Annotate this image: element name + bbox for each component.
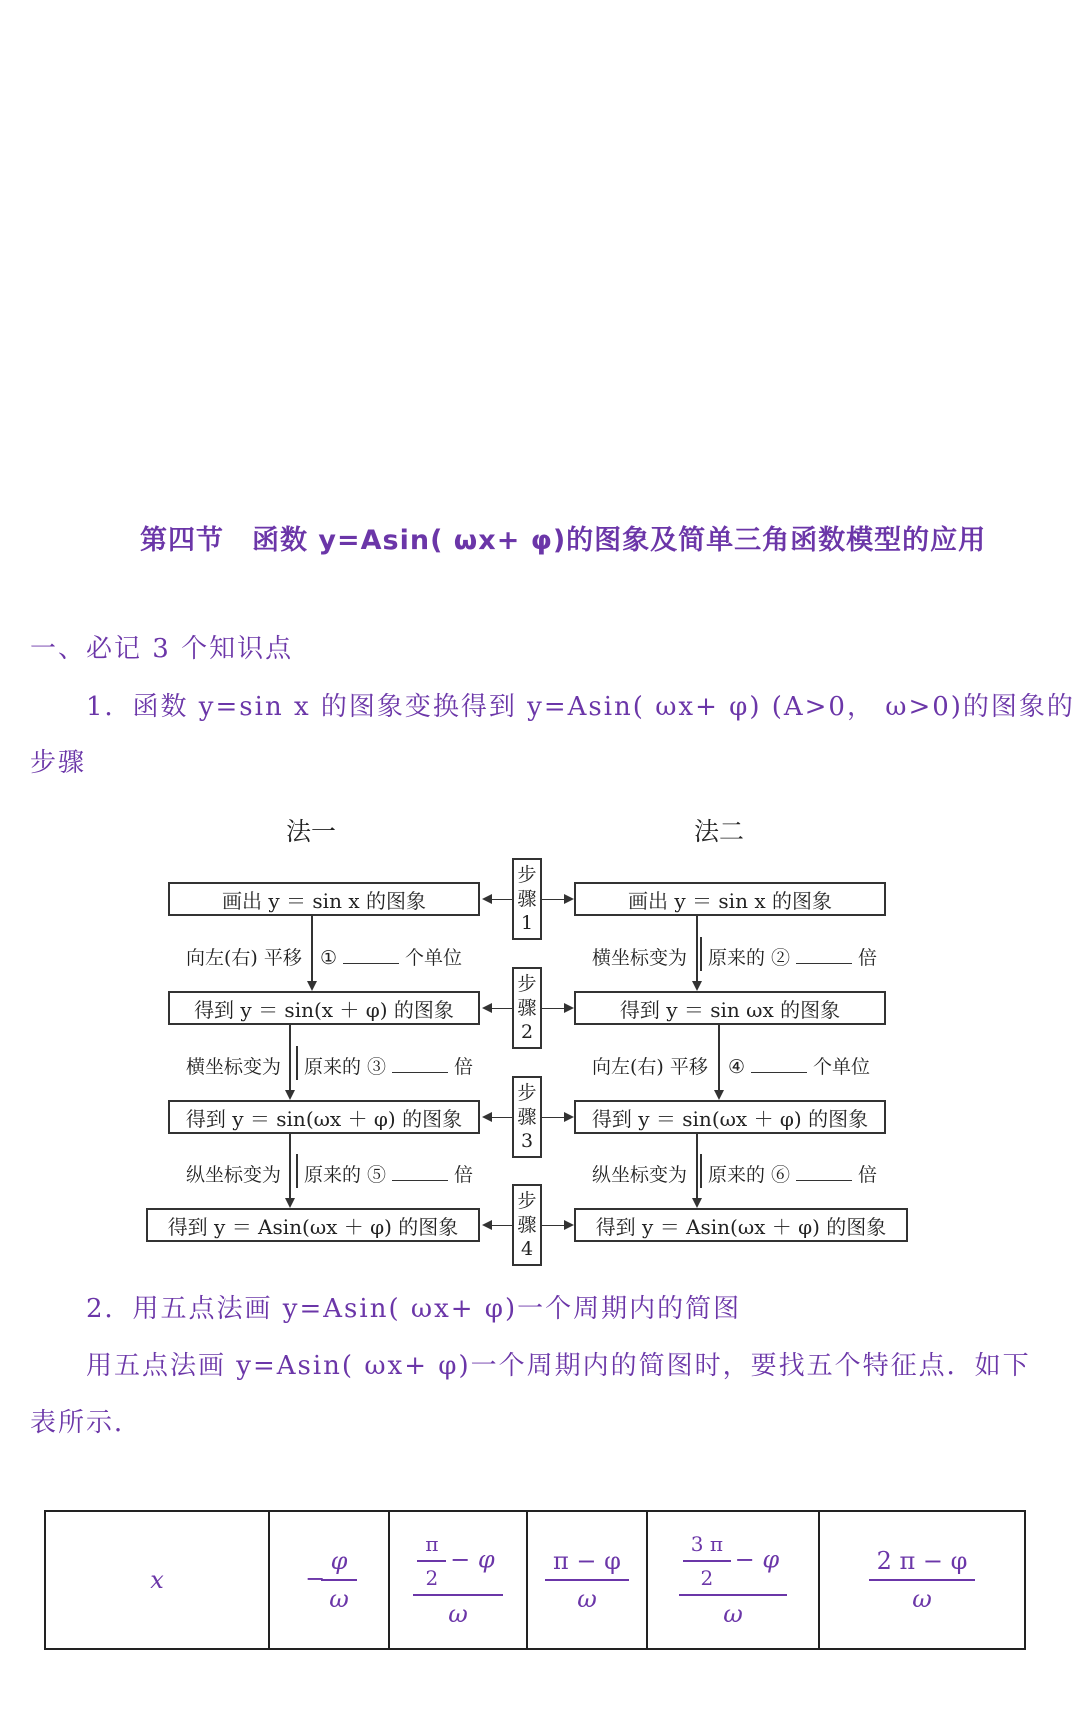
- method2-box-4: 得到 y ＝ Asin(ωx ＋ φ) 的图象: [574, 1208, 908, 1242]
- denominator: ω: [869, 1579, 976, 1613]
- minus-sign: −: [305, 1564, 326, 1593]
- blank-unit: 个单位: [405, 947, 463, 969]
- method1-box-1: 画出 y ＝ sin x 的图象: [168, 882, 480, 916]
- inner-fraction: [687, 1532, 727, 1590]
- step-char: 步: [517, 1082, 537, 1104]
- step-char: 步: [517, 973, 537, 995]
- method2-box-3: 得到 y ＝ sin(ωx ＋ φ) 的图象: [574, 1100, 886, 1134]
- flow-arrow-line: [311, 916, 313, 981]
- step-arrow-line: [542, 1008, 564, 1009]
- step-box-3: [512, 1076, 542, 1158]
- method1-transition-3-blank: [304, 1160, 473, 1187]
- blank-unit: 倍: [454, 1056, 474, 1078]
- table-cell: [527, 1511, 647, 1649]
- method1-box-4: 得到 y ＝ Asin(ωx ＋ φ) 的图象: [146, 1208, 480, 1242]
- flow-arrow-line: [289, 1025, 291, 1090]
- fraction: [417, 1532, 498, 1628]
- point1-text-cont: 步骤: [30, 748, 87, 778]
- method2-transition-1-label: 横坐标变为: [592, 947, 688, 969]
- point2-heading: 2．用五点法画 y=Asin( ωx+ φ)一个周期内的简图: [86, 1294, 742, 1324]
- method2-box-1: 画出 y ＝ sin x 的图象: [574, 882, 886, 916]
- method1-transition-2-label: 横坐标变为: [186, 1056, 282, 1078]
- method2-transition-3-blank: [708, 1160, 877, 1187]
- step-box-1: [512, 858, 542, 940]
- arrow-left-icon: [482, 1220, 492, 1230]
- flow-arrow-line: [696, 1134, 698, 1198]
- numerator-rest: − φ: [734, 1545, 780, 1574]
- fill-blank: [343, 963, 399, 964]
- table-cell: [819, 1511, 1025, 1649]
- method1-transition-1-label: 向左(右) 平移: [186, 947, 302, 969]
- method2-transition-3-label: 纵坐标变为: [592, 1164, 688, 1186]
- method2-label: 法二: [694, 817, 745, 846]
- step-number: 1: [520, 912, 534, 934]
- fill-blank: [392, 1072, 448, 1073]
- denominator: ω: [413, 1594, 502, 1628]
- arrow-left-icon: [482, 1003, 492, 1013]
- fraction: [873, 1547, 972, 1613]
- method2-transition-1-blank: [708, 943, 877, 970]
- blank-number: 原来的 ⑥: [708, 1164, 791, 1186]
- arrow-down-icon: [692, 981, 702, 991]
- method2-box-2: 得到 y ＝ sin ωx 的图象: [574, 991, 886, 1025]
- inner-denominator: 2: [417, 1560, 446, 1590]
- five-point-table: [44, 1510, 1026, 1650]
- table-cell: [269, 1511, 389, 1649]
- arrow-down-icon: [285, 1198, 295, 1208]
- numerator: [417, 1532, 498, 1594]
- fill-blank: [796, 1180, 852, 1181]
- fraction: [325, 1547, 353, 1613]
- method1-label: 法一: [286, 817, 337, 846]
- step-arrow-line: [490, 1008, 512, 1009]
- transition-divider: [296, 1046, 298, 1080]
- method1-transition-3-label: 纵坐标变为: [186, 1164, 282, 1186]
- numerator: 2 π − φ: [876, 1547, 968, 1575]
- method1-box-3: 得到 y ＝ sin(ωx ＋ φ) 的图象: [168, 1100, 480, 1134]
- section-heading: 一、必记 3 个知识点: [30, 634, 294, 664]
- inner-fraction: [421, 1532, 442, 1590]
- arrow-down-icon: [714, 1090, 724, 1100]
- step-number: 4: [520, 1238, 534, 1260]
- step-box-2: [512, 967, 542, 1049]
- method1-transition-2-blank: [304, 1052, 473, 1079]
- step-char: 骤: [517, 888, 537, 910]
- step-arrow-line: [490, 1117, 512, 1118]
- x-variable: x: [150, 1566, 164, 1594]
- flow-arrow-line: [718, 1025, 720, 1090]
- arrow-down-icon: [307, 981, 317, 991]
- numerator: π − φ: [553, 1547, 621, 1575]
- point2-text: 用五点法画 y=Asin( ωx+ φ)一个周期内的简图时，要找五个特征点．如下: [86, 1351, 1031, 1381]
- blank-unit: 倍: [454, 1164, 474, 1186]
- step-arrow-line: [542, 1117, 564, 1118]
- step-char: 骤: [517, 997, 537, 1019]
- arrow-right-icon: [564, 1220, 574, 1230]
- step-arrow-line: [542, 899, 564, 900]
- numerator-rest: − φ: [450, 1545, 495, 1574]
- arrow-down-icon: [692, 1198, 702, 1208]
- denominator: ω: [321, 1579, 357, 1613]
- step-box-4: [512, 1184, 542, 1266]
- transition-divider: [700, 1154, 702, 1188]
- arrow-right-icon: [564, 1003, 574, 1013]
- blank-number: ①: [320, 947, 338, 969]
- page-title: 第四节 函数 y=Asin( ωx+ φ)的图象及简单三角函数模型的应用: [140, 525, 987, 556]
- fill-blank: [751, 1072, 807, 1073]
- blank-number: ④: [728, 1056, 746, 1078]
- step-number: 2: [520, 1021, 534, 1043]
- step-arrow-line: [490, 1225, 512, 1226]
- table-cell: [389, 1511, 527, 1649]
- denominator: ω: [545, 1579, 629, 1613]
- transition-divider: [700, 937, 702, 971]
- point2-text-cont: 表所示．: [30, 1408, 143, 1438]
- step-char: 步: [517, 1190, 537, 1212]
- arrow-right-icon: [564, 1112, 574, 1122]
- blank-unit: 个单位: [813, 1056, 871, 1078]
- blank-unit: 倍: [858, 1164, 878, 1186]
- fraction: [549, 1547, 625, 1613]
- point1-text: 1．函数 y=sin x 的图象变换得到 y=Asin( ωx+ φ) (A>0， ω>0)的图象的: [86, 692, 1075, 722]
- blank-number: 原来的 ②: [708, 947, 791, 969]
- inner-numerator: π: [425, 1532, 439, 1556]
- inner-denominator: 2: [683, 1560, 731, 1590]
- blank-unit: 倍: [858, 947, 878, 969]
- fraction: [683, 1532, 783, 1628]
- step-arrow-line: [490, 899, 512, 900]
- flow-arrow-line: [696, 916, 698, 981]
- inner-numerator: 3 π: [690, 1532, 724, 1556]
- arrow-left-icon: [482, 894, 492, 904]
- blank-number: 原来的 ⑤: [304, 1164, 387, 1186]
- step-char: 骤: [517, 1214, 537, 1236]
- step-arrow-line: [542, 1225, 564, 1226]
- numerator: [683, 1532, 783, 1594]
- blank-number: 原来的 ③: [304, 1056, 387, 1078]
- table-row-label: [45, 1511, 269, 1649]
- flow-arrow-line: [289, 1134, 291, 1198]
- arrow-down-icon: [285, 1090, 295, 1100]
- fill-blank: [796, 963, 852, 964]
- table-cell: [647, 1511, 819, 1649]
- fill-blank: [392, 1180, 448, 1181]
- method2-transition-2-blank: [728, 1052, 870, 1079]
- table-row: [45, 1511, 1025, 1649]
- step-char: 骤: [517, 1106, 537, 1128]
- arrow-right-icon: [564, 894, 574, 904]
- arrow-left-icon: [482, 1112, 492, 1122]
- step-char: 步: [517, 864, 537, 886]
- method1-box-2: 得到 y ＝ sin(x ＋ φ) 的图象: [168, 991, 480, 1025]
- method1-transition-1-blank: [320, 943, 462, 970]
- method2-transition-2-label: 向左(右) 平移: [592, 1056, 708, 1078]
- step-number: 3: [520, 1130, 534, 1152]
- denominator: ω: [679, 1594, 787, 1628]
- transition-divider: [296, 1154, 298, 1188]
- numerator: φ: [330, 1547, 348, 1575]
